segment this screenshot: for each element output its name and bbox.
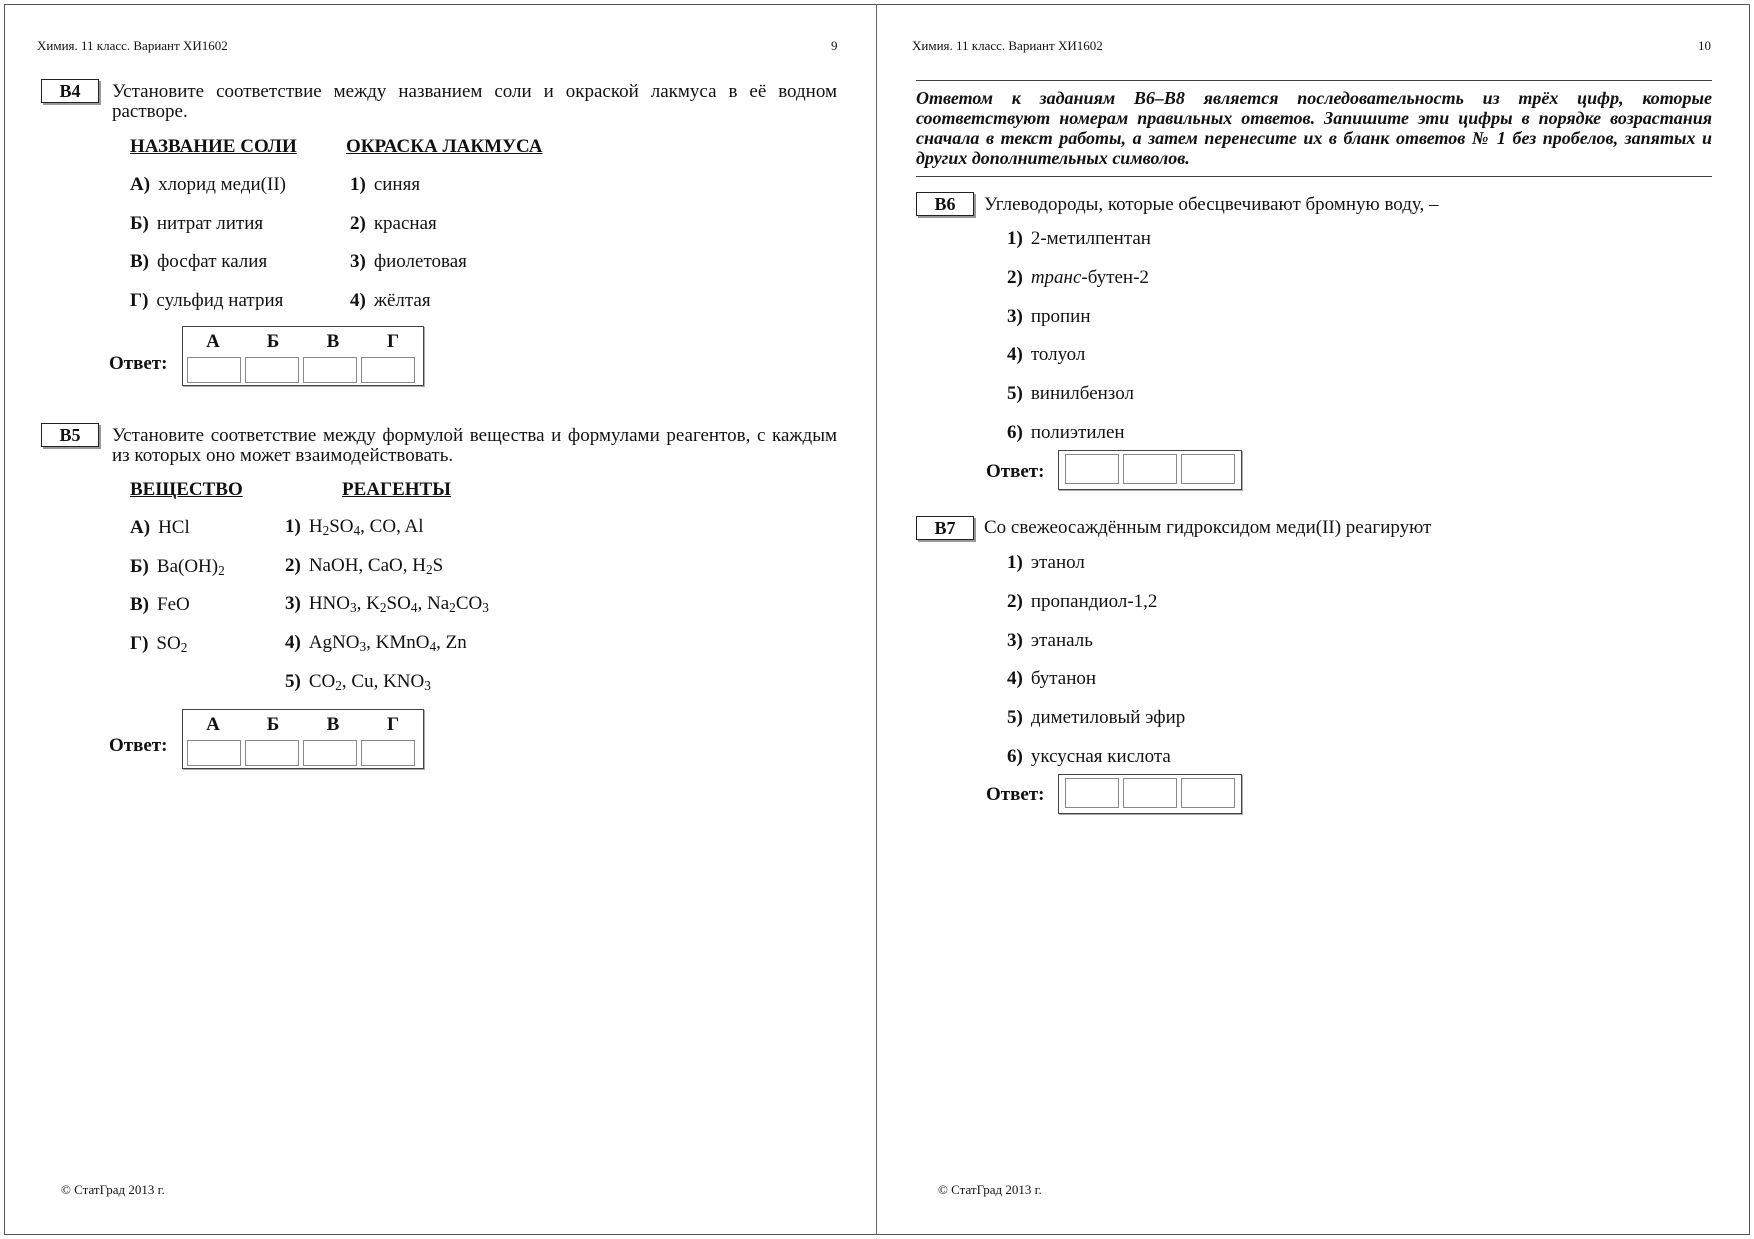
item-value: нитрат лития <box>156 212 264 234</box>
item-key: 4) <box>1007 668 1023 690</box>
item-value: $CO_2$, Cu, $KNO_3$ <box>308 670 431 693</box>
litmus-item <box>350 174 420 196</box>
answer-column-header: В <box>326 331 340 352</box>
item-key: В) <box>130 594 149 615</box>
substance-item <box>130 633 187 655</box>
answer-label-b4: Ответ: <box>109 353 168 374</box>
item-value: FeO <box>157 594 190 615</box>
item-value: 2-метилпентан <box>1030 228 1151 249</box>
page-footer: © СтатГрад 2013 г. <box>61 1182 165 1197</box>
item-value: NaOH, CaO, $H_2S$ <box>308 554 444 577</box>
answer-cell[interactable] <box>1065 778 1119 808</box>
item-value: $H_2SO_4$, CO, Al <box>308 516 424 538</box>
answer-cell[interactable] <box>1065 454 1119 484</box>
option-item <box>1007 422 1125 444</box>
option-item <box>1007 668 1096 690</box>
instruction-bottom-rule <box>916 176 1712 177</box>
item-key: 1) <box>1007 552 1023 573</box>
answer-cell[interactable] <box>303 357 357 383</box>
item-value: AgNO$_3$, KMnO$_4$, Zn <box>308 632 467 655</box>
column-head-reagents: РЕАГЕНТЫ <box>342 479 451 500</box>
instruction-text: Ответом к заданиям В6–В8 является последовательность из трёх цифр, которые соответствуют номерам правильных ответов. Запишите эти цифры в порядке возрастания сначала в текст работы, а затем перенесите их в бланк ответов № 1 без пробелов, запятых и других дополнительных символов. <box>916 88 1712 168</box>
item-key: 4) <box>1007 344 1023 366</box>
page-number: 9 <box>831 38 838 53</box>
page-number: 10 <box>1698 38 1711 53</box>
item-key: Б) <box>130 555 149 577</box>
litmus-item <box>350 290 431 312</box>
right-page <box>878 4 1750 1235</box>
item-key: А) <box>130 174 151 195</box>
item-value: красная <box>373 212 437 234</box>
item-key: 3) <box>285 593 301 615</box>
answer-table-header <box>183 710 423 740</box>
answer-cell[interactable] <box>187 740 241 766</box>
answer-cell[interactable] <box>1123 778 1177 808</box>
option-item <box>1007 707 1185 729</box>
page-footer: © СтатГрад 2013 г. <box>938 1182 1042 1197</box>
item-key: 3) <box>1007 305 1023 327</box>
item-key: 2) <box>1007 590 1023 612</box>
salt-item <box>130 290 283 312</box>
option-item <box>1007 552 1085 574</box>
answer-table-b5 <box>182 709 424 769</box>
item-key: 2) <box>1007 266 1023 288</box>
substance-item <box>130 517 190 539</box>
item-key: Б) <box>130 212 149 234</box>
answer-label-b6: Ответ: <box>986 461 1045 482</box>
item-value: $Ba(OH)_2$ <box>156 555 225 578</box>
answer-column-header: А <box>206 331 220 352</box>
item-value: уксусная кислота <box>1030 746 1171 767</box>
option-item <box>1007 383 1134 405</box>
option-item <box>1007 630 1093 652</box>
item-value: толуол <box>1030 344 1086 366</box>
reagent-item <box>285 555 443 577</box>
answer-table-cells <box>1061 778 1239 810</box>
item-value: транс-бутен-2 <box>1030 266 1149 288</box>
instruction-top-rule <box>916 80 1712 81</box>
left-page <box>4 4 876 1235</box>
column-head-substance: ВЕЩЕСТВО <box>130 479 243 500</box>
answer-cell[interactable] <box>187 357 241 383</box>
answer-table-b7 <box>1058 774 1242 814</box>
answer-table-cells <box>183 357 423 385</box>
item-value: $SO_2$ <box>156 632 188 655</box>
task-text-b4: Установите соответствие между названием соли и окраской лакмуса в её водном растворе. <box>112 81 837 122</box>
item-key: 1) <box>285 516 301 537</box>
litmus-item <box>350 251 467 273</box>
item-value: винилбензол <box>1030 383 1134 405</box>
reagent-item <box>285 516 424 538</box>
answer-table-b4 <box>182 326 424 386</box>
answer-column-header: Б <box>266 331 280 352</box>
page-divider <box>876 4 877 1235</box>
item-value: диметиловый эфир <box>1030 707 1186 729</box>
salt-item <box>130 251 267 273</box>
item-value: сульфид натрия <box>156 290 284 312</box>
answer-column-header: А <box>206 714 220 735</box>
item-value: полиэтилен <box>1030 422 1125 443</box>
answer-table-cells <box>1061 454 1239 486</box>
task-id-b4: B4 <box>41 79 99 103</box>
item-value: бутанон <box>1030 668 1097 690</box>
task-text-b5: Установите соответствие между формулой вещества и формулами реагентов, с каждым из которых оно может взаимодействовать. <box>112 425 837 466</box>
item-key: 5) <box>1007 383 1023 405</box>
option-item <box>1007 228 1151 250</box>
answer-cell[interactable] <box>1181 454 1235 484</box>
item-value: $HNO_3$, $K_2SO_4$, $Na_2CO_3$ <box>308 593 489 616</box>
item-key: 5) <box>1007 707 1023 729</box>
answer-cell[interactable] <box>1123 454 1177 484</box>
answer-cell[interactable] <box>245 740 299 766</box>
option-item <box>1007 591 1157 613</box>
page-header: Химия. 11 класс. Вариант ХИ1602 <box>37 38 228 53</box>
item-key: Г) <box>130 290 149 312</box>
substance-item <box>130 556 225 578</box>
item-key: 2) <box>350 212 366 234</box>
option-item <box>1007 746 1171 768</box>
task-text-b6: Углеводороды, которые обесцвечивают бромную воду, – <box>984 194 1439 215</box>
item-key: 2) <box>285 554 301 576</box>
item-key: 1) <box>1007 228 1023 249</box>
answer-table-header <box>183 327 423 357</box>
item-key: А) <box>130 517 151 538</box>
item-value: хлорид меди(II) <box>158 174 286 195</box>
item-value: пропандиол-1,2 <box>1030 590 1158 612</box>
option-item <box>1007 306 1091 328</box>
reagent-item <box>285 632 467 654</box>
reagent-item <box>285 593 489 615</box>
answer-cell[interactable] <box>303 740 357 766</box>
item-key: 4) <box>350 290 366 312</box>
task-text-b7: Со свежеосаждённым гидроксидом меди(II) реагируют <box>984 517 1432 538</box>
item-value: фосфат калия <box>157 251 268 273</box>
salt-item <box>130 174 286 196</box>
answer-cell[interactable] <box>1181 778 1235 808</box>
answer-table-b6 <box>1058 450 1242 490</box>
task-id-b6: B6 <box>916 192 974 216</box>
item-value: жёлтая <box>373 290 431 312</box>
answer-table-cells <box>183 740 423 768</box>
task-id-b7: B7 <box>916 516 974 540</box>
item-key: 3) <box>350 251 366 273</box>
item-key: 4) <box>285 632 301 654</box>
answer-column-header: В <box>326 714 340 735</box>
item-key: 6) <box>1007 746 1023 767</box>
option-item <box>1007 267 1149 289</box>
item-key: Г) <box>130 632 149 654</box>
item-value: HCl <box>158 517 190 538</box>
item-key: В) <box>130 251 149 273</box>
page-header: Химия. 11 класс. Вариант ХИ1602 <box>912 38 1103 53</box>
substance-item <box>130 594 190 616</box>
item-key: 5) <box>285 670 301 692</box>
column-head-salt: НАЗВАНИЕ СОЛИ <box>130 136 297 157</box>
item-key: 6) <box>1007 422 1023 443</box>
salt-item <box>130 213 263 235</box>
item-key: 3) <box>1007 629 1023 651</box>
answer-label-b5: Ответ: <box>109 735 168 756</box>
item-value: синяя <box>373 174 421 195</box>
column-head-litmus: ОКРАСКА ЛАКМУСА <box>346 136 543 157</box>
answer-column-header: Г <box>386 331 400 352</box>
answer-cell[interactable] <box>361 740 415 766</box>
reagent-item <box>285 671 431 693</box>
answer-column-header: Г <box>386 714 400 735</box>
item-value: этаналь <box>1030 629 1093 651</box>
item-value: этанол <box>1030 552 1085 573</box>
item-key: 1) <box>350 174 366 195</box>
answer-label-b7: Ответ: <box>986 784 1045 805</box>
answer-cell[interactable] <box>361 357 415 383</box>
task-id-b5: B5 <box>41 423 99 447</box>
item-value: пропин <box>1030 305 1091 327</box>
answer-column-header: Б <box>266 714 280 735</box>
answer-cell[interactable] <box>245 357 299 383</box>
litmus-item <box>350 213 437 235</box>
option-item <box>1007 344 1085 366</box>
item-value: фиолетовая <box>373 251 467 273</box>
